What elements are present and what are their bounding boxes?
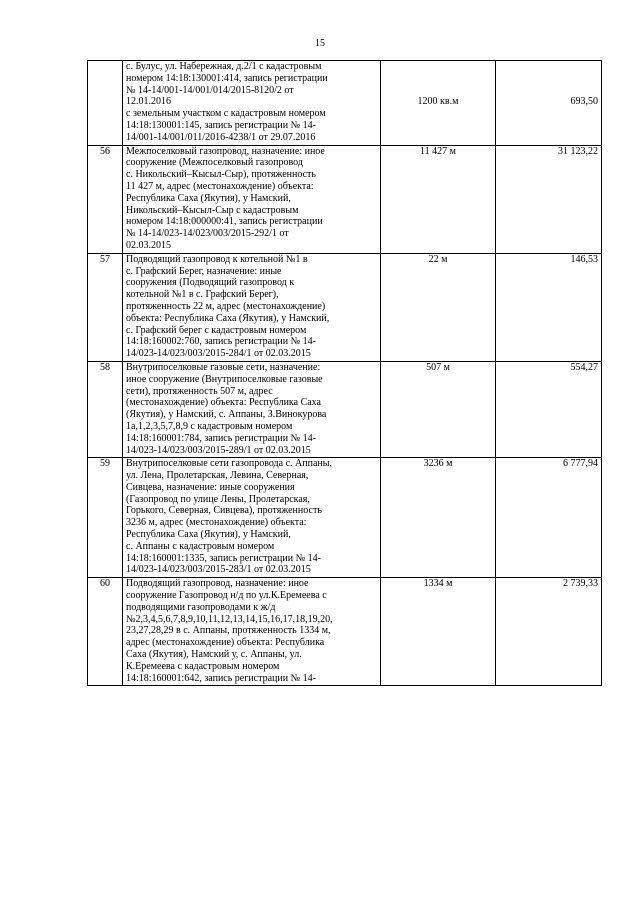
value-cell: 693,50 xyxy=(496,61,602,146)
description-line: с. Графский Берег, назначение: иные xyxy=(126,265,282,277)
description-line: 12.01.2016 xyxy=(126,96,171,108)
description-line: Никольский–Кысыл-Сыр с кадастровым xyxy=(126,204,299,216)
description-line: номером 14:18:130001:414, запись регистрации xyxy=(126,72,328,84)
row-number-cell: 60 xyxy=(88,578,123,686)
description-line: сооружение (Межпоселковый газопровод xyxy=(126,157,303,169)
row-number-cell: 56 xyxy=(88,145,123,253)
description-line: сооружения (Подводящий газопровод к xyxy=(126,277,295,289)
description-line: Внутрипоселковые газовые сети, назначение: xyxy=(126,361,321,373)
description-line: с. Булус, ул. Набережная, д.2/1 с кадастровым xyxy=(126,61,322,72)
description-line: 14/023-14/023/003/2015-284/1 от 02.03.2015 xyxy=(126,348,311,360)
description-line: номером 14:18:000000:41, запись регистрации xyxy=(126,216,323,228)
description-cell xyxy=(123,458,381,578)
table-row xyxy=(88,578,602,686)
description-line: иное сооружение (Внутрипоселковые газовые xyxy=(126,373,323,385)
description-line: сооружение Газопровод н/д по ул.К.Еремеева с xyxy=(126,590,327,602)
table-row xyxy=(88,361,602,457)
description-line: Республика Саха (Якутия), у Намский, xyxy=(126,529,291,541)
description-line: с. Графский берег с кадастровым номером xyxy=(126,324,307,336)
description-line: Горького, Северная, Сивцева), протяженность xyxy=(126,505,322,517)
value-cell: 554,27 xyxy=(496,361,602,457)
description-line: № 14-14/001-14/001/014/2015-8120/2 от xyxy=(126,84,294,96)
description-line: 23,27,28,29 в с. Аппаны, протяженность 1334 м, xyxy=(126,625,331,637)
table-row xyxy=(88,458,602,578)
description-cell xyxy=(123,361,381,457)
row-number-cell xyxy=(88,61,123,146)
area-length-cell: 507 м xyxy=(381,361,496,457)
description-line: котельной №1 в с. Графский Берег), xyxy=(126,289,279,301)
description-line: № 14-14/023-14/023/003/2015-292/1 от xyxy=(126,228,289,240)
description-line: 3236 м, адрес (местонахождение) объекта: xyxy=(126,517,307,529)
area-length-cell: 3236 м xyxy=(381,458,496,578)
description-cell xyxy=(123,578,381,686)
area-length-cell: 22 м xyxy=(381,253,496,361)
page-number: 15 xyxy=(315,38,325,49)
description-line: сети), протяженность 507 м, адрес xyxy=(126,385,273,397)
description-line: К.Еремеева с кадастровым номером xyxy=(126,660,280,672)
description-cell xyxy=(123,253,381,361)
description-line: подводящими газопроводами к ж/д xyxy=(126,601,276,613)
description-line: (местонахождение) объекта: Республика Саха xyxy=(126,397,321,409)
description-line: Межпоселковый газопровод, назначение: иное xyxy=(126,145,325,157)
description-line: №2,3,4,5,6,7,8,9,10,11,12,13,14,15,16,17,18,19,20, xyxy=(126,613,333,625)
description-line: с земельным участком с кадастровым номером xyxy=(126,108,326,120)
description-line: 14:18:160001:642, запись регистрации № 14- xyxy=(126,672,316,684)
description-line: адрес (местонахождение) объекта: Республика xyxy=(126,637,325,649)
description-line: протяженность 22 м, адрес (местонахождение) xyxy=(126,300,326,312)
description-line: 14:18:160001:784, запись регистрации № 14- xyxy=(126,432,316,444)
description-line: 14:18:160001:1335, запись регистрации № 14- xyxy=(126,552,321,564)
description-line: 14/023-14/023/003/2015-289/1 от 02.03.2015 xyxy=(126,444,311,456)
value-cell: 6 777,94 xyxy=(496,458,602,578)
description-line: Подводящий газопровод, назначение: иное xyxy=(126,578,309,590)
description-line: Республика Саха (Якутия), у Намский, xyxy=(126,192,291,204)
description-line: ул. Лена, Пролетарская, Левина, Северная, xyxy=(126,470,309,482)
row-number-cell: 58 xyxy=(88,361,123,457)
area-length-cell: 1200 кв.м xyxy=(381,61,496,146)
description-line: с. Аппаны с кадастровым номером xyxy=(126,540,275,552)
description-line: 02.03.2015 xyxy=(126,239,171,251)
description-line: 14:18:160002:760, запись регистрации № 14- xyxy=(126,336,316,348)
description-line: с. Никольский–Кысыл-Сыр), протяженность xyxy=(126,169,316,181)
description-line: Саха (Якутия), Намский у, с. Аппаны, ул. xyxy=(126,649,302,661)
description-line: Подводящий газопровод к котельной №1 в xyxy=(126,253,308,265)
description-line: объекта: Республика Саха (Якутия), у Намский, xyxy=(126,312,330,324)
table-row xyxy=(88,145,602,253)
description-line: 14/001-14/001/011/2016-4238/1 от 29.07.2016 xyxy=(126,131,316,143)
description-line: Сивцева, назначение: иные сооружения xyxy=(126,481,295,493)
row-number-cell: 59 xyxy=(88,458,123,578)
property-register-table xyxy=(87,60,602,686)
description-line: (Газопровод по улице Лены, Пролетарская, xyxy=(126,493,310,505)
table-row xyxy=(88,253,602,361)
row-number-cell: 57 xyxy=(88,253,123,361)
description-line: 14:18:130001:145, запись регистрации № 14- xyxy=(126,119,316,131)
description-line: (Якутия), у Намский, с. Аппаны, З.Винокурова xyxy=(126,409,327,421)
area-length-cell: 1334 м xyxy=(381,578,496,686)
description-line: 11 427 м, адрес (местонахождение) объекта: xyxy=(126,180,314,192)
value-cell: 2 739,33 xyxy=(496,578,602,686)
value-cell: 31 123,22 xyxy=(496,145,602,253)
description-line: 14/023-14/023/003/2015-283/1 от 02.03.2015 xyxy=(126,564,311,576)
table-row xyxy=(88,61,602,146)
area-length-cell: 11 427 м xyxy=(381,145,496,253)
description-line: Внутрипоселковые сети газопровода с. Аппаны, xyxy=(126,458,332,470)
description-cell xyxy=(123,61,381,146)
value-cell: 146,53 xyxy=(496,253,602,361)
register-body xyxy=(88,61,602,686)
description-cell xyxy=(123,145,381,253)
description-line: 1а,1,2,3,5,7,8,9 с кадастровым номером xyxy=(126,420,293,432)
